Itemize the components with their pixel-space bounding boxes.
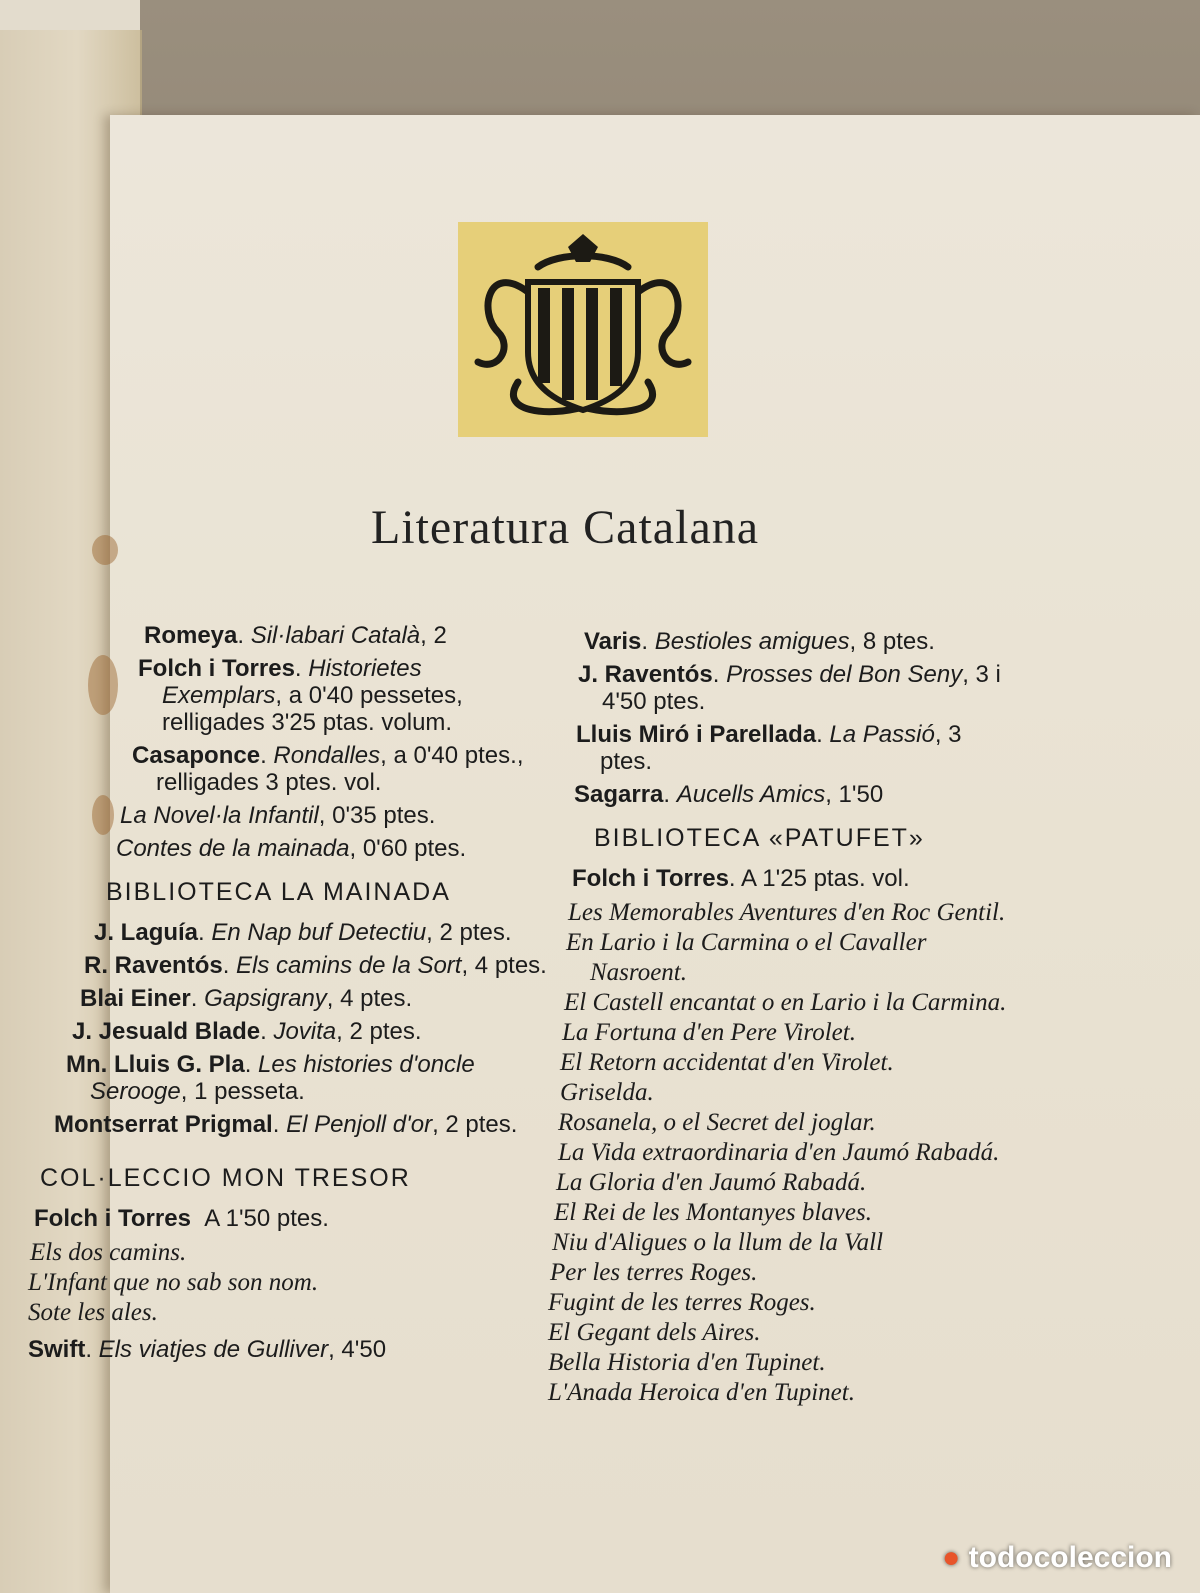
- right-column: [548, 628, 1018, 1408]
- entry-detail: A 1'50 ptes.: [204, 1205, 329, 1232]
- coat-of-arms-emblem: [458, 222, 708, 437]
- entry-work: Contes de la mainada: [116, 835, 350, 862]
- list-item: Swift. Els viatjes de Gulliver, 4'50: [28, 1336, 387, 1363]
- entry-detail: , 2 ptes.: [432, 1111, 518, 1138]
- list-item: El Retorn accidentat d'en Virolet.: [560, 1049, 894, 1076]
- list-item: Griselda.: [560, 1079, 654, 1106]
- list-item: En Lario i la Carmina o el Cavaller Nasroent.: [566, 929, 927, 986]
- list-item: R. Raventós. Els camins de la Sort, 4 ptes.: [84, 952, 547, 979]
- list-item: J. Raventós. Prosses del Bon Seny, 3 i 4'50 ptes.: [578, 661, 1001, 715]
- entry-work: La Novel·la Infantil: [120, 802, 319, 829]
- entry-detail: , 2 ptes.: [336, 1018, 422, 1045]
- list-item: Les Memorables Aventures d'en Roc Gentil.: [568, 899, 1006, 926]
- list-item: Niu d'Aligues o la llum de la Vall: [552, 1229, 884, 1256]
- list-item: Bella Historia d'en Tupinet.: [548, 1349, 826, 1376]
- entry-detail: , 1'50: [825, 781, 884, 808]
- list-item: Sote les ales.: [28, 1299, 158, 1326]
- entry-work: Aucells Amics: [676, 781, 826, 808]
- entry-work: En Nap buf Detectiu: [211, 919, 427, 946]
- entry-author: Swift: [28, 1336, 86, 1363]
- list-item: Mn. Lluis G. Pla. Les histories d'oncle Serooge, 1 pesseta.: [66, 1051, 475, 1105]
- list-item: Els dos camins.: [30, 1239, 187, 1266]
- list-item: El Castell encantat o en Lario i la Carmina.: [564, 989, 1007, 1016]
- entry-author: Montserrat Prigmal: [54, 1111, 273, 1138]
- list-item: El Gegant dels Aires.: [548, 1319, 761, 1346]
- entry-detail: , 3 ptes.: [600, 721, 962, 775]
- entry-detail: , 2: [420, 622, 447, 649]
- entry-author: Folch i Torres: [34, 1205, 191, 1232]
- section-heading: BIBLIOTECA «PATUFET»: [594, 824, 925, 852]
- list-item: [28, 802, 548, 829]
- entry-detail: , 1 pesseta.: [180, 1078, 305, 1105]
- entry-work: Sil·labari Català: [250, 622, 421, 649]
- entry-author: Sagarra: [574, 781, 664, 808]
- list-item: Fugint de les terres Roges.: [548, 1289, 816, 1316]
- entry-author: J. Jesuald Blade: [72, 1018, 261, 1045]
- list-item: Rosanela, o el Secret del joglar.: [558, 1109, 876, 1136]
- list-item: [28, 1205, 548, 1232]
- entry-author: Casaponce: [132, 742, 261, 769]
- entry-work: El Penjoll d'or: [286, 1111, 433, 1138]
- list-item: Casaponce. Rondalles, a 0'40 ptes., relligades 3 ptes. vol.: [132, 742, 524, 796]
- list-item: L'Infant que no sab son nom.: [28, 1269, 319, 1296]
- entry-detail: , 2 ptes.: [426, 919, 512, 946]
- list-item: Varis. Bestioles amigues, 8 ptes.: [584, 628, 935, 655]
- entry-author: Varis: [584, 628, 642, 655]
- entry-detail: , a 0'40 pessetes, relligades 3'25 ptas. volum.: [162, 682, 463, 736]
- shield-icon: [458, 222, 708, 437]
- list-item: Per les terres Roges.: [550, 1259, 758, 1286]
- entry-work: Historietes Exemplars: [162, 655, 422, 709]
- entry-work: Les histories d'oncle Serooge: [90, 1051, 475, 1105]
- entry-work: Els viatjes de Gulliver: [98, 1336, 329, 1363]
- entry-work: Prosses del Bon Seny: [726, 661, 963, 688]
- entry-detail: A 1'25 ptas. vol.: [740, 865, 910, 892]
- entry-work: Gapsigrany: [204, 985, 327, 1012]
- list-item: Lluis Miró i Parellada. La Passió, 3 ptes.: [576, 721, 962, 775]
- entry-author: Lluis Miró i Parellada: [576, 721, 817, 748]
- entry-work: Els camins de la Sort: [236, 952, 462, 979]
- entry-work: La Passió: [829, 721, 935, 748]
- left-column: [28, 622, 548, 1369]
- list-item: J. Laguía. En Nap buf Detectiu, 2 ptes.: [94, 919, 512, 946]
- entry-detail: , a 0'40 ptes., relligades 3 ptes. vol.: [156, 742, 524, 796]
- entry-detail: , 4 ptes.: [461, 952, 547, 979]
- list-item: Folch i Torres. A 1'25 ptas. vol.: [572, 865, 910, 892]
- list-item: Folch i Torres. Historietes Exemplars, a 0'40 pessetes, relligades 3'25 ptas. volum.: [138, 655, 463, 736]
- list-item: La Fortuna d'en Pere Virolet.: [562, 1019, 856, 1046]
- list-item: Montserrat Prigmal. El Penjoll d'or, 2 ptes.: [54, 1111, 518, 1138]
- section-heading: COL·LECCIO MON TRESOR: [40, 1164, 411, 1192]
- list-item: [28, 835, 548, 862]
- entry-author: J. Raventós: [578, 661, 713, 688]
- entry-author: R. Raventós: [84, 952, 223, 979]
- entry-author: Folch i Torres: [572, 865, 729, 892]
- entry-detail: , 0'35 ptes.: [318, 802, 436, 829]
- list-item: J. Jesuald Blade. Jovita, 2 ptes.: [72, 1018, 422, 1045]
- list-item: El Rei de les Montanyes blaves.: [554, 1199, 872, 1226]
- entry-detail: , 4'50: [328, 1336, 387, 1363]
- entry-detail: , 8 ptes.: [849, 628, 935, 655]
- entry-detail: , 3 i 4'50 ptes.: [602, 661, 1001, 715]
- list-item: Romeya. Sil·labari Català, 2: [144, 622, 447, 649]
- page-title: Literatura Catalana: [370, 501, 760, 554]
- entry-detail: , 4 ptes.: [326, 985, 413, 1012]
- list-item: L'Anada Heroica d'en Tupinet.: [548, 1379, 855, 1406]
- list-item: La Vida extraordinaria d'en Jaumó Rabadá.: [558, 1139, 1000, 1166]
- entry-detail: , 0'60 ptes.: [349, 835, 467, 862]
- entry-work: Jovita: [273, 1018, 337, 1045]
- entry-author: Blai Einer: [80, 985, 191, 1012]
- section-heading: BIBLIOTECA LA MAINADA: [106, 878, 451, 906]
- watermark-logo: ● todocoleccion: [942, 1541, 1172, 1574]
- list-item: Sagarra. Aucells Amics, 1'50: [574, 781, 884, 808]
- watermark-text: todocoleccion: [968, 1541, 1172, 1574]
- entry-work: Rondalles: [273, 742, 381, 769]
- entry-author: Romeya: [144, 622, 238, 649]
- entry-author: J. Laguía: [94, 919, 199, 946]
- list-item: Blai Einer. Gapsigrany, 4 ptes.: [80, 985, 413, 1012]
- list-item: La Gloria d'en Jaumó Rabadá.: [556, 1169, 867, 1196]
- entry-work: Bestioles amigues: [654, 628, 850, 655]
- entry-author: Folch i Torres: [138, 655, 295, 682]
- entry-author: Mn. Lluis G. Pla: [66, 1051, 245, 1078]
